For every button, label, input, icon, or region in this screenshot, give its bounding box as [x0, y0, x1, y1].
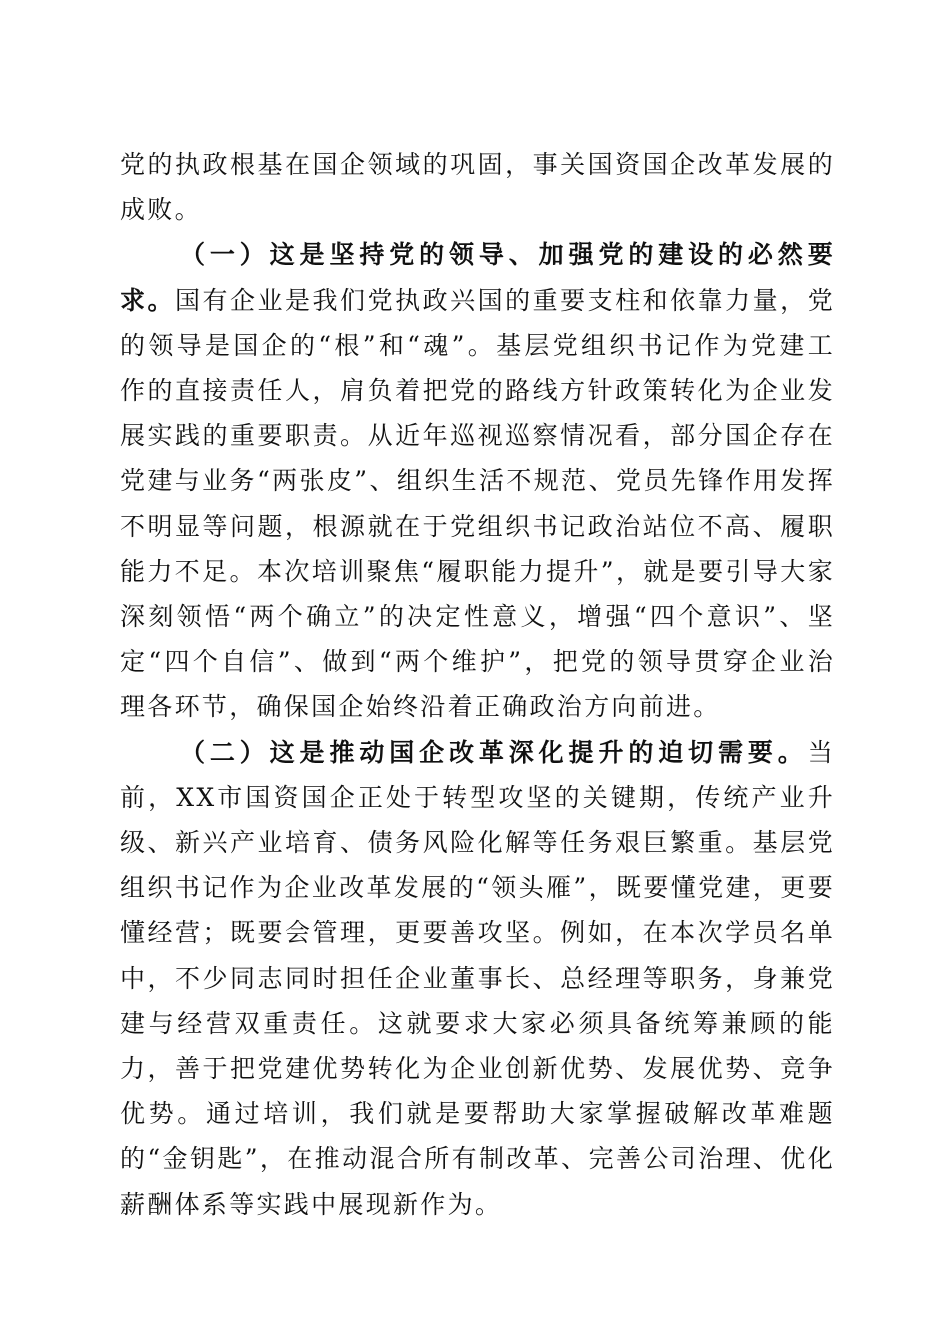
paragraph-section-two — [120, 730, 835, 1227]
paragraph-section-one — [120, 232, 835, 729]
paragraph-continuation — [120, 142, 835, 232]
paragraph-text: 党的执政根基在国企领域的巩固，事关国资国企改革发展的成败。 — [120, 150, 835, 225]
paragraph-text: 国有企业是我们党执政兴国的重要支柱和依靠力量，党的领导是国企的“根”和“魂”。基层党组织书记作为党建工作的直接责任人，肩负着把党的路线方针政策转化为企业发展实践的重要职责。从近年巡视巡察情况看，部分国企存在党建与业务“两张皮”、组织生活不规范、党员先锋作用发挥不明显等问题，根源就在于党组织书记政治站位不高、履职能力不足。本次培训聚焦“履职能力提升”，就是要引导大家深刻领悟“两个确立”的决定性意义，增强“四个意识”、坚定“四个自信”、做到“两个维护”，把党的领导贯穿企业治理各环节，确保国企始终沿着正确政治方向前进。 — [120, 285, 835, 722]
document-body — [120, 142, 835, 1227]
section-heading-two: （二）这是推动国企改革深化提升的迫切需要。 — [180, 737, 808, 767]
paragraph-text: 当前，XX市国资国企正处于转型攻坚的关键期，传统产业升级、新兴产业培育、债务风险化解等任务艰巨繁重。基层党组织书记作为企业改革发展的“领头雁”，既要懂党建，更要懂经营；既要会管理，更要善攻坚。例如，在本次学员名单中，不少同志同时担任企业董事长、总经理等职务，身兼党建与经营双重责任。这就要求大家必须具备统筹兼顾的能力，善于把党建优势转化为企业创新优势、发展优势、竞争优势。通过培训，我们就是要帮助大家掌握破解改革难题的“金钥匙”，在推动混合所有制改革、完善公司治理、优化薪酬体系等实践中展现新作为。 — [120, 737, 835, 1219]
section-heading-one: （一）这是坚持党的领导、加强党的建设的必然要求。 — [120, 240, 835, 315]
